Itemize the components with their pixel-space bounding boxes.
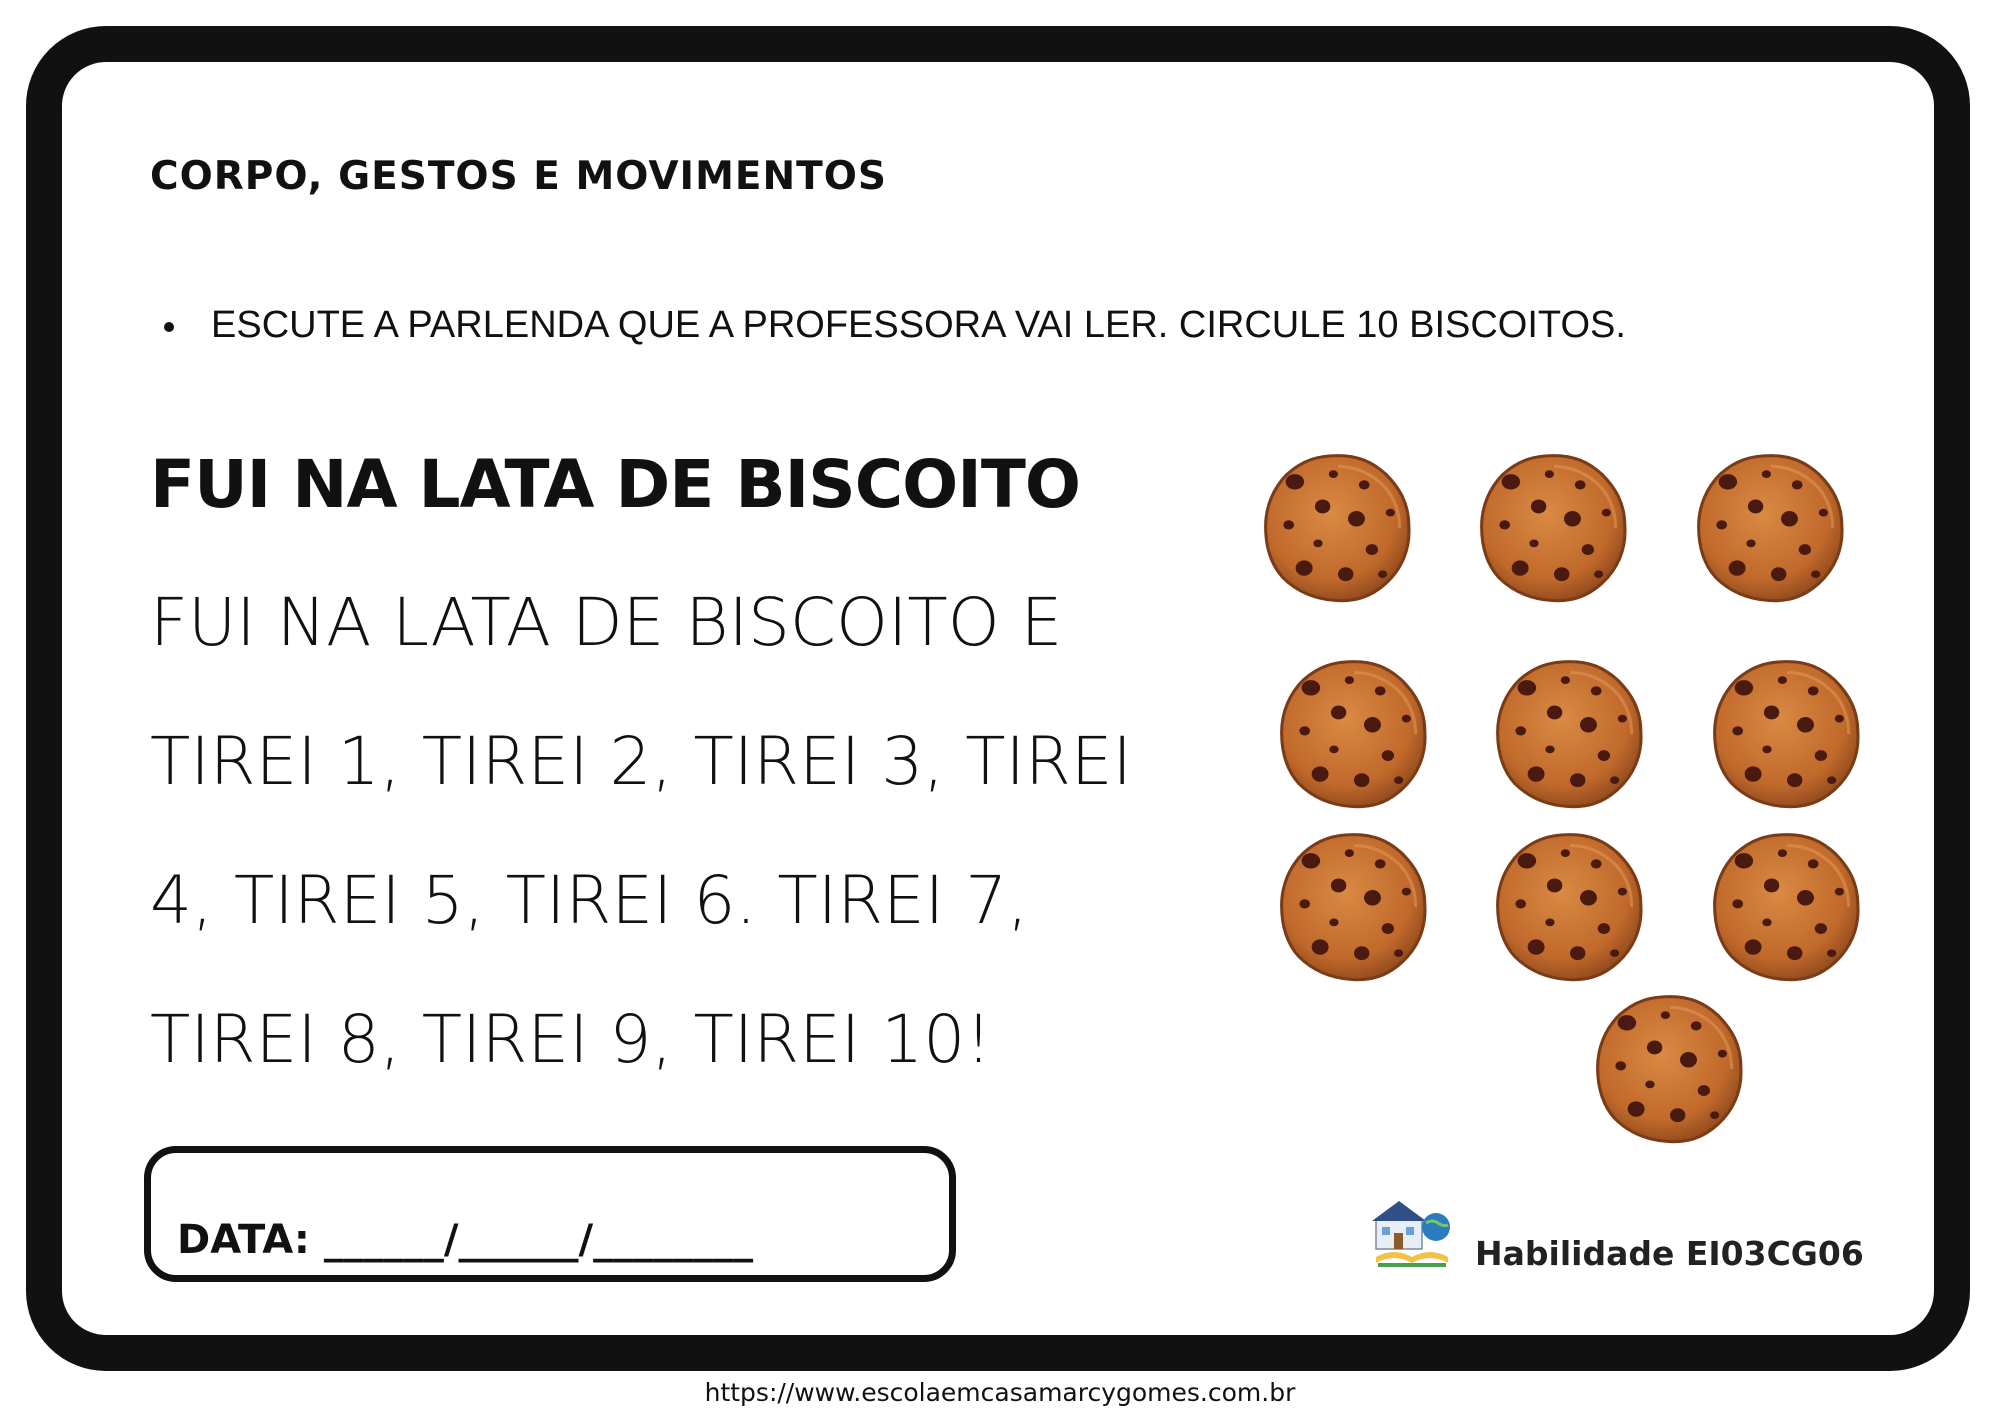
skill-code: Habilidade EI03CG06	[1475, 1234, 1864, 1273]
date-box[interactable]	[144, 1146, 956, 1282]
cookie-icon[interactable]	[1710, 830, 1864, 984]
cookie-icon[interactable]	[1493, 657, 1647, 811]
date-label: DATA: ______/______/________	[177, 1217, 754, 1263]
rhyme-line: TIREI 8, TIREI 9, TIREI 10!	[150, 1001, 992, 1078]
cookie-icon[interactable]	[1477, 451, 1631, 605]
instruction-text: ESCUTE A PARLENDA QUE A PROFESSORA VAI LER. CIRCULE 10 BISCOITOS.	[211, 304, 1626, 346]
cookie-icon[interactable]	[1277, 657, 1431, 811]
website-url[interactable]: https://www.escolaemcasamarcygomes.com.br	[704, 1378, 1296, 1407]
cookie-icon[interactable]	[1694, 451, 1848, 605]
cookie-icon[interactable]	[1261, 451, 1415, 605]
cookie-icon[interactable]	[1593, 992, 1747, 1146]
rhyme-line: FUI NA LATA DE BISCOITO E	[150, 584, 1063, 661]
rhyme-line: TIREI 1, TIREI 2, TIREI 3, TIREI	[150, 723, 1133, 800]
cookie-icon[interactable]	[1710, 657, 1864, 811]
rhyme-line: 4, TIREI 5, TIREI 6. TIREI 7,	[150, 862, 1029, 939]
cookie-icon[interactable]	[1493, 830, 1647, 984]
section-title: CORPO, GESTOS E MOVIMENTOS	[150, 154, 888, 199]
school-logo-icon	[1368, 1193, 1456, 1273]
cookie-icon[interactable]	[1277, 830, 1431, 984]
rhyme-title: FUI NA LATA DE BISCOITO	[150, 446, 1080, 523]
